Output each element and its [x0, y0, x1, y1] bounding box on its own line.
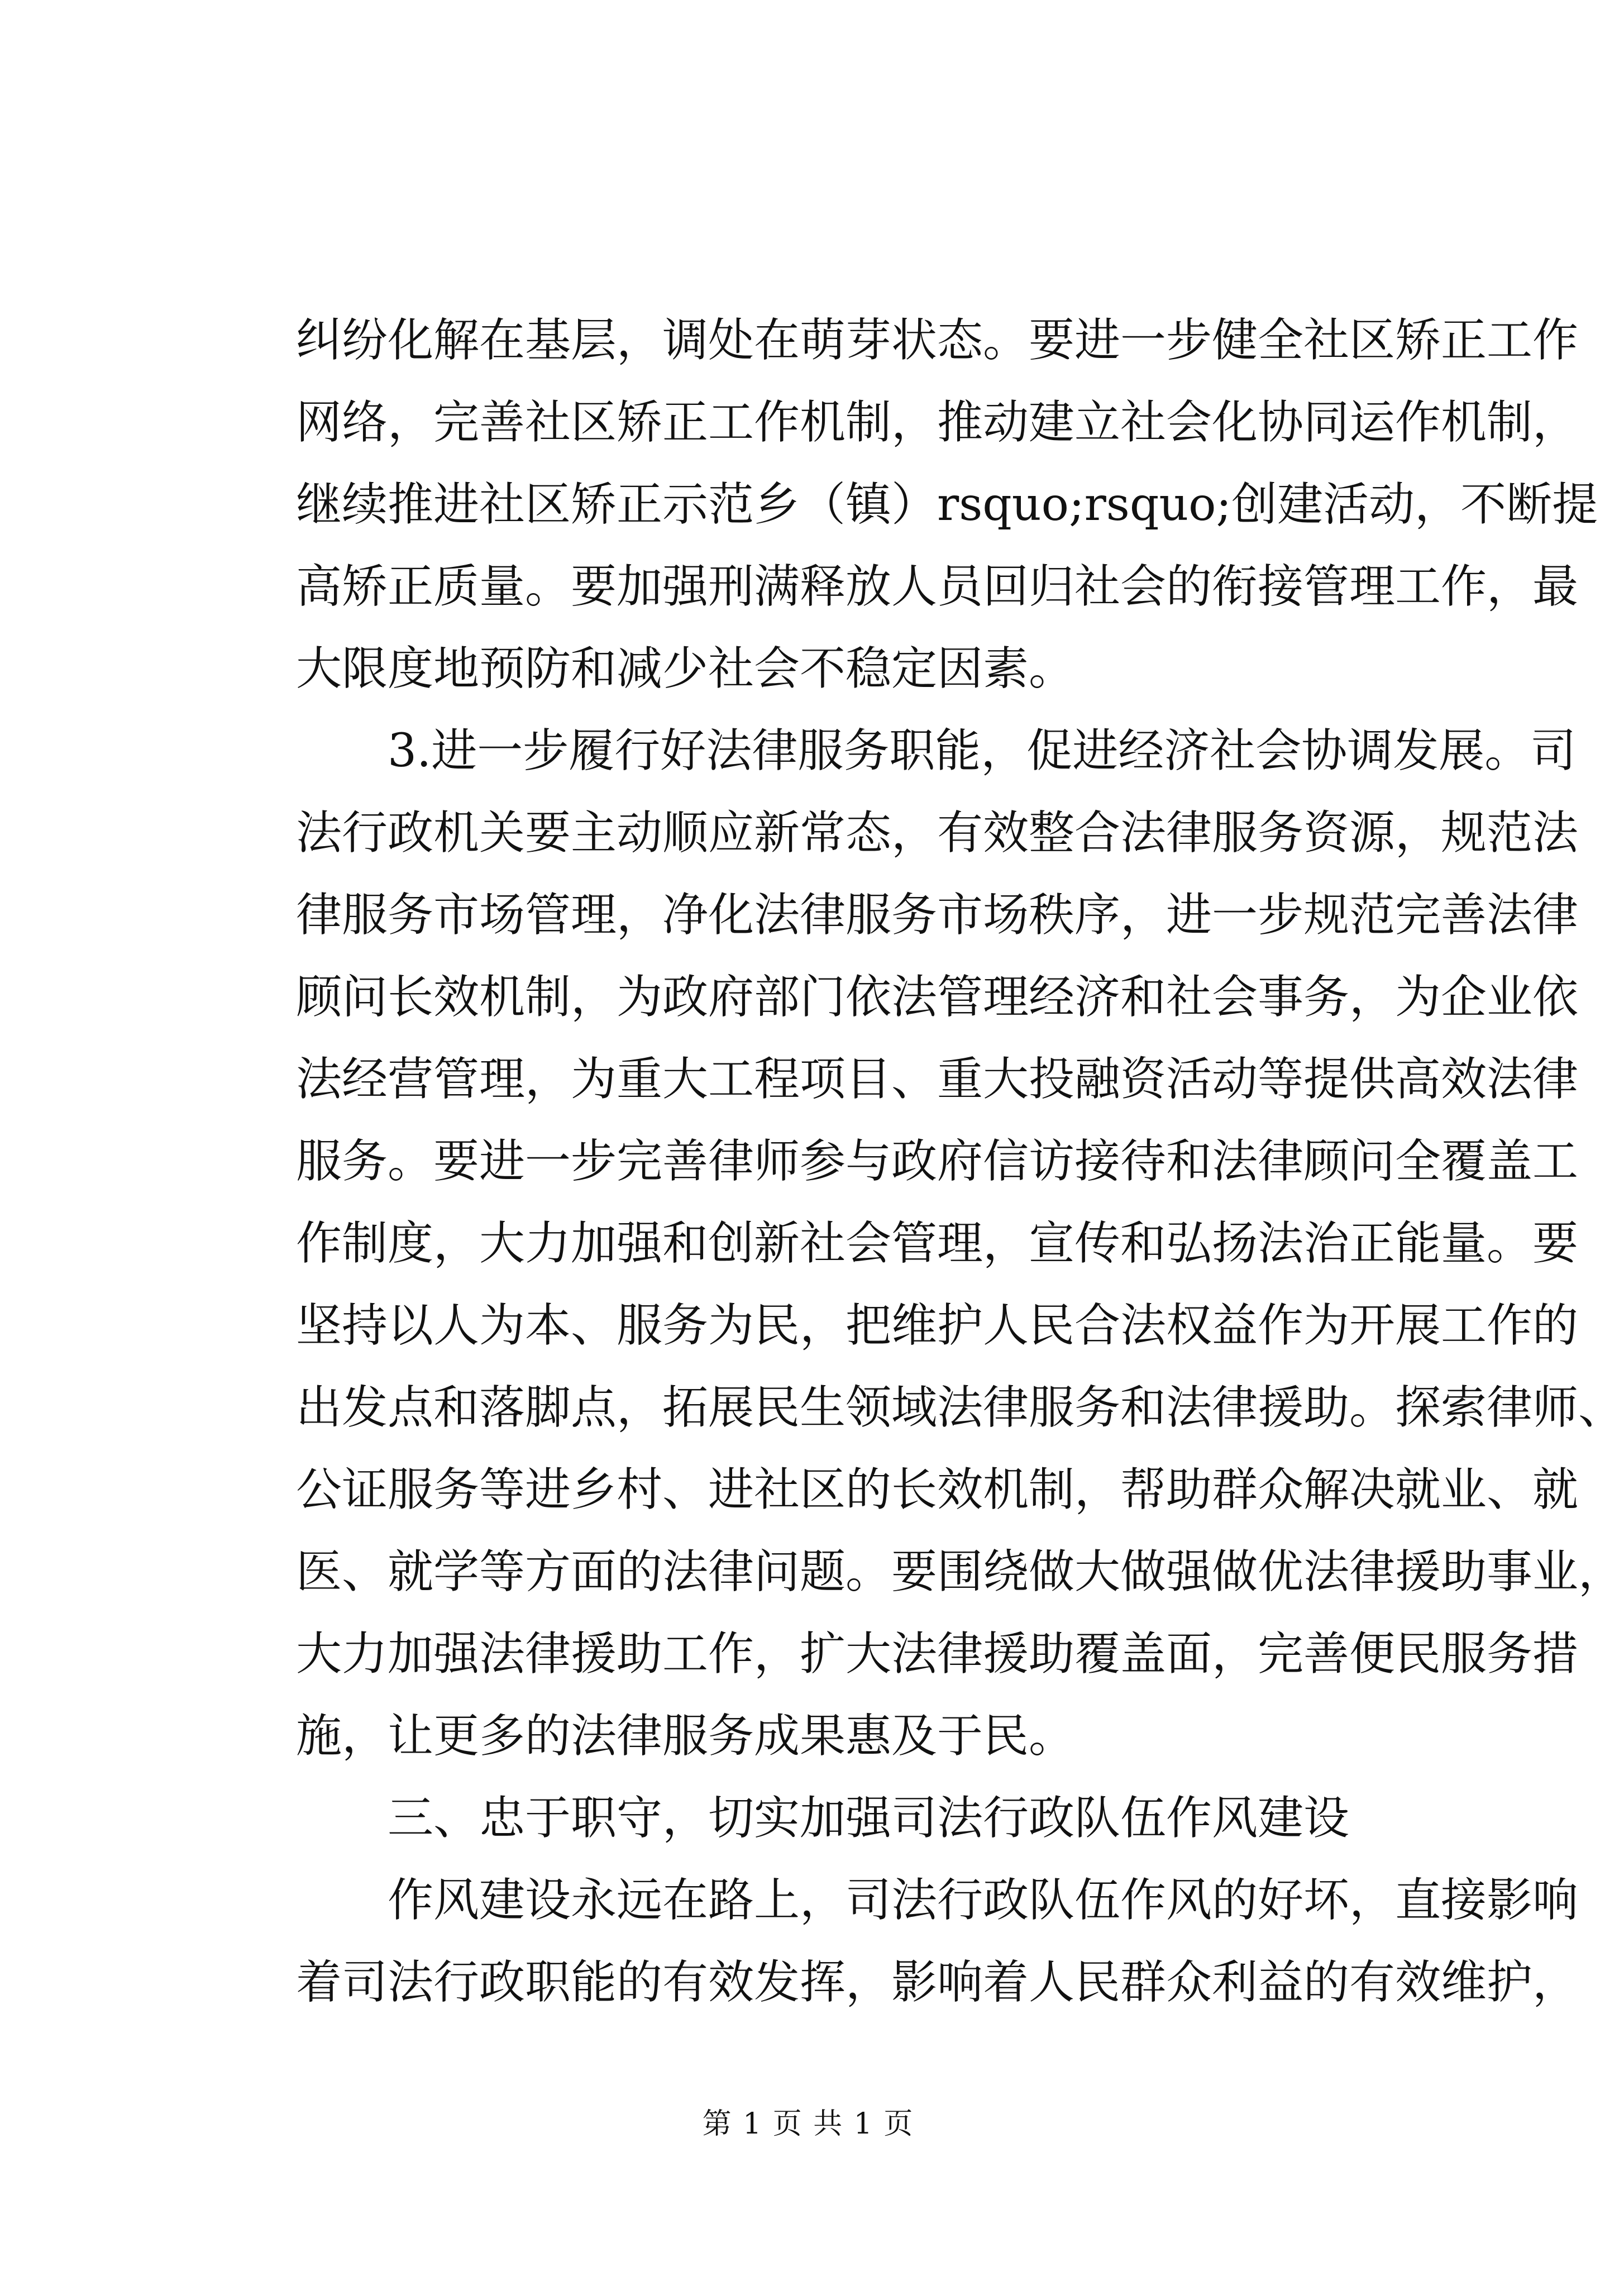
text-line: 作制度，大力加强和创新社会管理，宣传和弘扬法治正能量。要 [296, 1217, 1579, 1270]
section-heading-3: 三、忠于职守，切实加强司法行政队伍作风建设 [388, 1792, 1350, 1845]
text-line: 坚持以人为本、服务为民，把维护人民合法权益作为开展工作的 [296, 1299, 1579, 1352]
text-line: 大限度地预防和减少社会不稳定因素。 [296, 642, 1075, 695]
text-line: 法经营管理，为重大工程项目、重大投融资活动等提供高效法律 [296, 1053, 1579, 1106]
text-line: 出发点和落脚点，拓展民生领域法律服务和法律援助。探索律师、 [296, 1381, 1624, 1434]
text-line: 施，让更多的法律服务成果惠及于民。 [296, 1710, 1075, 1763]
text-line: 大力加强法律援助工作，扩大法律援助覆盖面，完善便民服务措 [296, 1628, 1579, 1681]
text-line: 高矫正质量。要加强刑满释放人员回归社会的衔接管理工作，最 [296, 560, 1579, 613]
text-line: 医、就学等方面的法律问题。要围绕做大做强做优法律援助事业， [296, 1545, 1624, 1598]
text-line: 着司法行政职能的有效发挥，影响着人民群众利益的有效维护， [296, 1956, 1579, 2009]
text-line: 纠纷化解在基层，调处在萌芽状态。要进一步健全社区矫正工作 [296, 314, 1579, 367]
text-line: 服务。要进一步完善律师参与政府信访接待和法律顾问全覆盖工 [296, 1135, 1579, 1188]
text-line: 法行政机关要主动顺应新常态，有效整合法律服务资源，规范法 [296, 806, 1579, 860]
page-footer: 第 1 页 共 1 页 [702, 2107, 914, 2141]
section-item-3-line: 3.进一步履行好法律服务职能，促进经济社会协调发展。司 [388, 724, 1577, 777]
text-line: 律服务市场管理，净化法律服务市场秩序，进一步规范完善法律 [296, 889, 1579, 942]
text-line: 公证服务等进乡村、进社区的长效机制，帮助群众解决就业、就 [296, 1463, 1579, 1516]
text-line: 顾问长效机制，为政府部门依法管理经济和社会事务，为企业依 [296, 971, 1579, 1024]
text-line: 网络，完善社区矫正工作机制，推动建立社会化协同运作机制， [296, 396, 1579, 449]
text-line: 作风建设永远在路上，司法行政队伍作风的好坏，直接影响 [388, 1874, 1579, 1927]
text-line: 继续推进社区矫正示范乡（镇）rsquo;rsquo;创建活动，不断提 [296, 478, 1598, 531]
document-body [296, 299, 1624, 2023]
